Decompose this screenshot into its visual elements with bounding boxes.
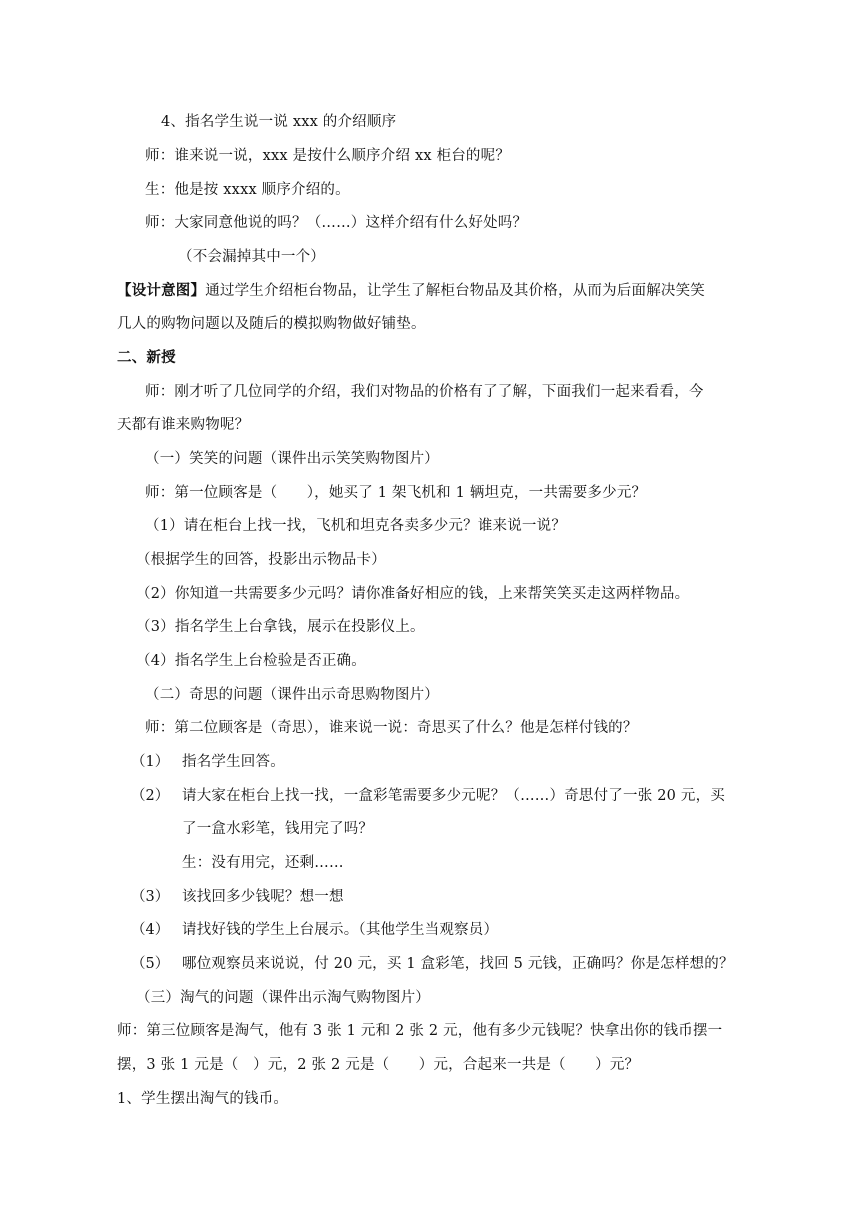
list-number: （4）	[131, 922, 170, 938]
subsection-heading: （一）笑笑的问题（课件出示笑笑购物图片）	[145, 451, 439, 467]
section-heading: 二、新授	[117, 349, 176, 366]
design-intent-label: 【设计意图】	[117, 282, 206, 299]
list-item: 请大家在柜台上找一找，一盒彩笔需要多少元呢？（……）奇思付了一张 20 元，买	[182, 788, 725, 804]
list-number: （5）	[131, 956, 170, 972]
text-line: 通过学生介绍柜台物品，让学生了解柜台物品及其价格，从而为后面解决笑笑	[205, 283, 705, 299]
subsection-heading: （三）淘气的问题（课件出示淘气购物图片）	[136, 990, 430, 1006]
text-line: （3）指名学生上台拿钱，展示在投影仪上。	[136, 619, 425, 635]
list-item: 指名学生回答。	[182, 754, 285, 770]
list-item: 该找回多少钱呢？想一想	[182, 889, 344, 905]
design-intent-line	[117, 281, 705, 301]
text-line: （根据学生的回答，投影出示物品卡）	[136, 552, 386, 568]
text-line: 师：第二位顾客是（奇思），谁来说一说：奇思买了什么？他是怎样付钱的？	[145, 720, 638, 736]
text-line: 师：大家同意他说的吗？（……）这样介绍有什么好处吗？	[145, 215, 528, 231]
text-line: 师：第三位顾客是淘气，他有 3 张 1 元和 2 张 2 元，他有多少元钱呢？快拿出你的钱币摆一	[117, 1023, 723, 1039]
subsection-heading: （二）奇思的问题（课件出示奇思购物图片）	[145, 687, 439, 703]
text-line: 了一盒水彩笔，钱用完了吗？	[182, 821, 374, 837]
text-line: 师：刚才听了几位同学的介绍，我们对物品的价格有了了解，下面我们一起来看看，今	[145, 384, 704, 400]
text-line: 师：谁来说一说，xxx 是按什么顺序介绍 xx 柜台的呢？	[145, 148, 511, 164]
text-line: 4、指名学生说一说 xxx 的介绍顺序	[161, 114, 397, 130]
text-line: （2）你知道一共需要多少元吗？请你准备好相应的钱，上来帮笑笑买走这两样物品。	[136, 586, 690, 602]
list-number: （2）	[131, 788, 170, 804]
text-line: （4）指名学生上台检验是否正确。	[136, 653, 366, 669]
text-line: 师：第一位顾客是（ ），她买了 1 架飞机和 1 辆坦克，一共需要多少元？	[145, 485, 647, 501]
text-line: 天都有谁来购物呢？	[117, 417, 250, 433]
text-line: （1）请在柜台上找一找，飞机和坦克各卖多少元？谁来说一说？	[145, 518, 567, 534]
list-item: 请找好钱的学生上台展示。（其他学生当观察员）	[182, 922, 499, 938]
text-line: 1、学生摆出淘气的钱币。	[117, 1091, 289, 1107]
text-line: 几人的购物问题以及随后的模拟购物做好铺垫。	[117, 316, 426, 332]
list-number: （3）	[131, 889, 170, 905]
list-item: 哪位观察员来说说，付 20 元，买 1 盒彩笔，找回 5 元钱，正确吗？你是怎样想的？	[182, 956, 734, 972]
list-number: （1）	[131, 754, 170, 770]
text-line: 生：他是按 xxxx 顺序介绍的。	[145, 182, 350, 198]
text-line: 生：没有用完，还剩……	[182, 855, 344, 871]
text-line: （不会漏掉其中一个）	[178, 249, 325, 265]
text-line: 摆，3 张 1 元是（ ）元，2 张 2 元是（ ）元，合起来一共是（ ）元？	[117, 1057, 640, 1073]
